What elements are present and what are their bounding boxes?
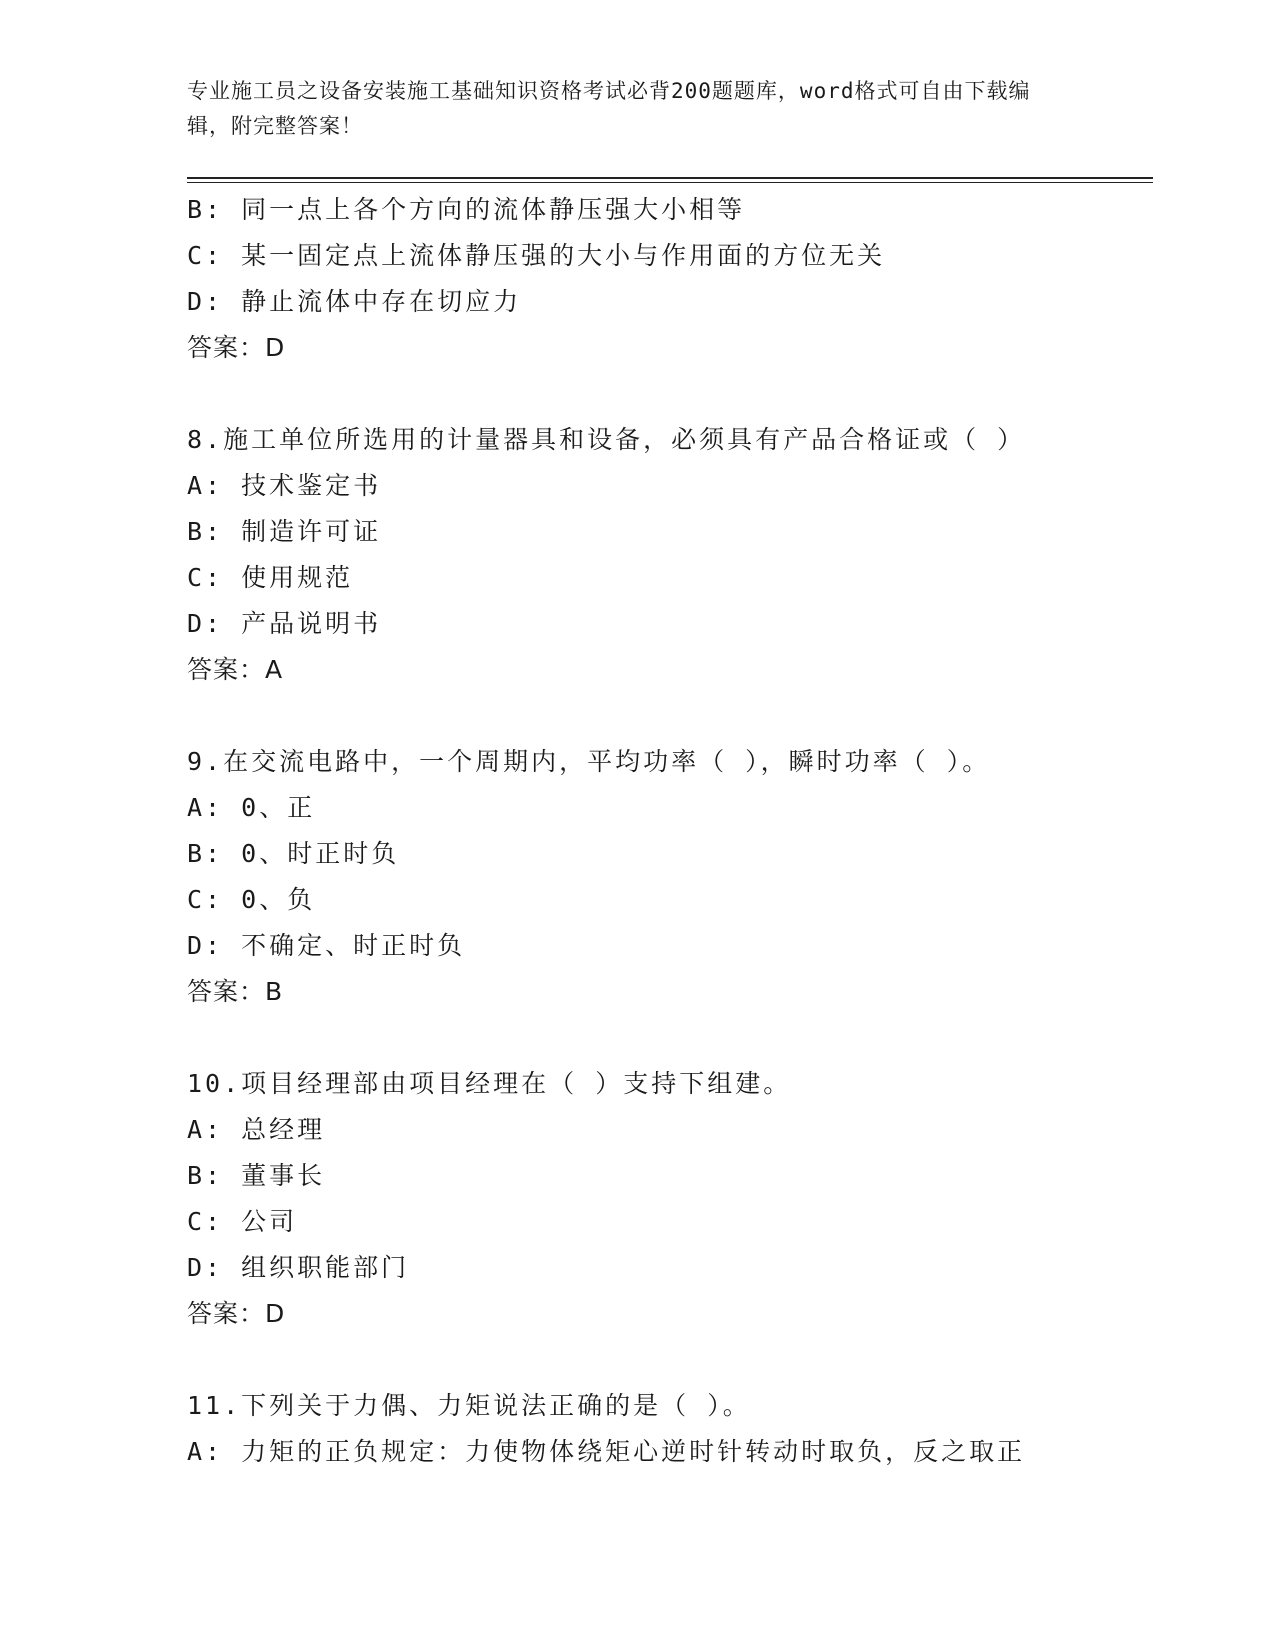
option-c: C: 使用规范 [187, 563, 354, 592]
header-divider-thick [187, 177, 1153, 179]
question-7 [187, 187, 1153, 371]
question-8 [187, 417, 1153, 693]
question-text: 10.项目经理部由项目经理在（ ）支持下组建。 [187, 1069, 792, 1098]
option-c: C: 0、负 [187, 885, 316, 914]
option-a: A: 总经理 [187, 1115, 326, 1144]
option-d: D: 不确定、时正时负 [187, 931, 466, 960]
option-d: D: 产品说明书 [187, 609, 382, 638]
answer-line: 答案：B [187, 977, 284, 1006]
spacer [187, 1337, 1153, 1383]
option-c: C: 某一固定点上流体静压强的大小与作用面的方位无关 [187, 241, 886, 270]
option-b: B: 制造许可证 [187, 517, 382, 546]
header-divider-thin [187, 182, 1153, 183]
option-d: D: 组织职能部门 [187, 1253, 410, 1282]
question-10 [187, 1061, 1153, 1337]
option-a: A: 技术鉴定书 [187, 471, 382, 500]
question-text: 9.在交流电路中，一个周期内，平均功率（ ），瞬时功率（ ）。 [187, 747, 991, 776]
question-9 [187, 739, 1153, 1015]
spacer [187, 371, 1153, 417]
answer-line: 答案：D [187, 1299, 286, 1328]
spacer [187, 693, 1153, 739]
option-a: A: 0、正 [187, 793, 316, 822]
option-b: B: 0、时正时负 [187, 839, 400, 868]
option-b: B: 董事长 [187, 1161, 326, 1190]
answer-line: 答案：D [187, 333, 286, 362]
option-b: B: 同一点上各个方向的流体静压强大小相等 [187, 195, 746, 224]
question-11 [187, 1383, 1153, 1475]
document-header-title: 专业施工员之设备安装施工基础知识资格考试必背200题题库，word格式可自由下载编辑，附完整答案！ [187, 79, 1031, 138]
question-text: 11.下列关于力偶、力矩说法正确的是（ ）。 [187, 1391, 751, 1420]
question-list [187, 187, 1153, 1475]
question-text: 8.施工单位所选用的计量器具和设备，必须具有产品合格证或（ ） [187, 425, 1026, 454]
option-c: C: 公司 [187, 1207, 298, 1236]
option-a: A: 力矩的正负规定：力使物体绕矩心逆时针转动时取负，反之取正 [187, 1437, 1026, 1466]
answer-line: 答案：A [187, 655, 284, 684]
option-d: D: 静止流体中存在切应力 [187, 287, 522, 316]
spacer [187, 1015, 1153, 1061]
